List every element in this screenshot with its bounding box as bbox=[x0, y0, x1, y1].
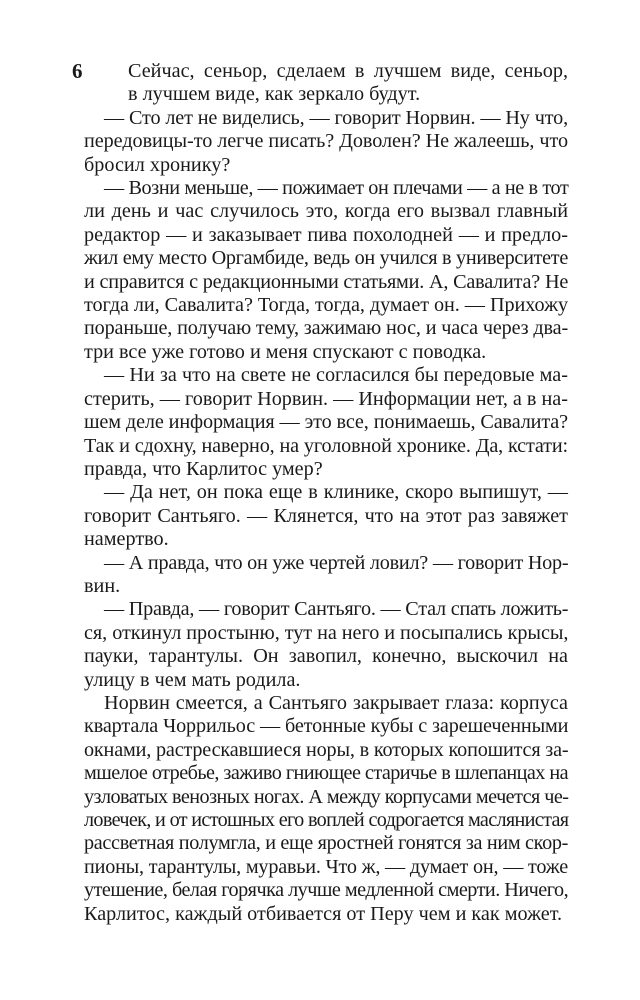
body-text bbox=[84, 60, 568, 926]
text-line: пораньше, получаю тему, зажимаю нос, и часа через два- bbox=[84, 317, 569, 340]
text-line: ли день и час случилось это, когда его вызвал главный bbox=[84, 200, 568, 223]
text-line: тогда ли, Савалита? Тогда, тогда, думает он. — Прихожу bbox=[84, 294, 568, 317]
text-line: пионы, тарантулы, муравьи. Что ж, — думает он, — тоже bbox=[84, 855, 568, 878]
text-line: квартала Чоррильос — бетонные кубы с зарешеченными bbox=[84, 715, 569, 738]
text-line: рассветная полумгла, и еще яростней гонятся за ним скор- bbox=[84, 832, 569, 855]
text-line: и справится с редакционными статьями. А, Савалита? Не bbox=[84, 270, 569, 293]
text-line: — Ни за что на свете не согласился бы передовые ма- bbox=[104, 364, 568, 387]
text-line: мшелое отребье, заживо гниющее старичье в шлепанцах на bbox=[84, 762, 568, 785]
text-line: в лучшем виде, как зеркало будут. bbox=[128, 83, 421, 106]
page-number: 6 bbox=[72, 59, 83, 83]
text-line: узловатых венозных ногах. А между корпусами мечется че- bbox=[84, 785, 569, 808]
text-line: — Возни меньше, — пожимает он плечами — а не в тот bbox=[104, 177, 569, 200]
text-line: правда, что Карлитос умер? bbox=[84, 457, 323, 480]
text-line: вин. bbox=[84, 574, 121, 597]
text-line: — А правда, что он уже чертей ловил? — говорит Нор- bbox=[104, 551, 569, 574]
text-line: — Сто лет не виделись, — говорит Норвин. — Ну что, bbox=[104, 106, 568, 129]
text-line: Норвин смеется, а Сантьяго закрывает глаза: корпуса bbox=[104, 691, 568, 714]
text-line: ловечек, и от истошных его воплей содрогается маслянистая bbox=[84, 809, 569, 831]
text-line: — Правда, — говорит Сантьяго. — Стал спать ложить- bbox=[104, 598, 569, 621]
text-line: Карлитос, каждый отбивается от Перу чем и как может. bbox=[84, 902, 563, 925]
text-line: Так и сдохну, наверно, на уголовной хронике. Да, кстати: bbox=[84, 434, 568, 457]
text-line: бросил хронику? bbox=[84, 153, 231, 176]
text-line: Сейчас, сеньор, сделаем в лучшем виде, сеньор, bbox=[128, 60, 568, 82]
text-line: пауки, тарантулы. Он завопил, конечно, выскочил на bbox=[84, 645, 568, 668]
book-page bbox=[72, 59, 569, 926]
text-line: — Да нет, он пока еще в клинике, скоро выпишут, — bbox=[104, 481, 568, 504]
text-line: намертво. bbox=[84, 528, 169, 551]
text-line: три все уже готово и меня спускают с поводка. bbox=[84, 340, 487, 363]
text-line: утешение, белая горячка лучше медленной смерти. Ничего, bbox=[84, 879, 569, 902]
text-line: жил ему место Оргамбиде, ведь он учился в университете bbox=[84, 247, 568, 270]
text-line: говорит Сантьяго. — Клянется, что на этот раз завяжет bbox=[84, 504, 568, 527]
text-line: передовицы-то легче писать? Доволен? Не жалеешь, что bbox=[84, 130, 569, 153]
text-line: улицу в чем мать родила. bbox=[84, 668, 301, 691]
text-line: окнами, растрескавшиеся норы, в которых копошится за- bbox=[84, 738, 569, 761]
text-line: шем деле информация — это все, понимаешь, Савалита? bbox=[84, 411, 568, 434]
text-line: ся, откинул простыню, тут на него и посыпались крысы, bbox=[84, 621, 569, 644]
text-line: редактор — и заказывает пива похолодней — и предло- bbox=[84, 223, 568, 246]
text-line: стерить, — говорит Норвин. — Информации нет, а в на- bbox=[84, 387, 568, 410]
